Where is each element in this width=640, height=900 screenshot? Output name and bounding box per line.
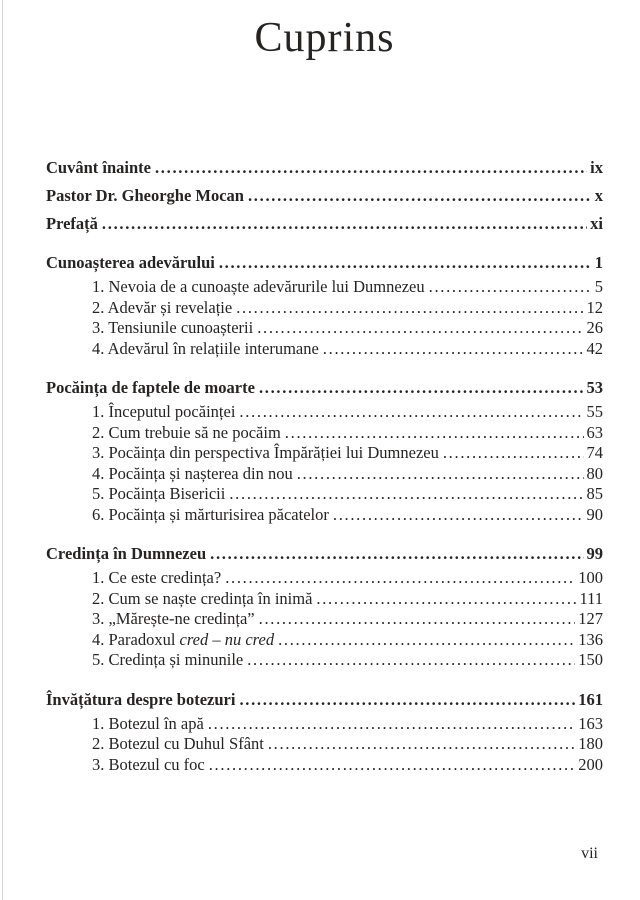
toc-entry <box>46 402 603 423</box>
dot-leader <box>210 543 583 564</box>
toc-entry-label: 1. Ce este credința? <box>92 568 222 587</box>
toc-entry <box>46 339 603 360</box>
toc-section <box>46 543 603 671</box>
toc-entry <box>46 630 603 651</box>
toc-entry <box>46 714 603 735</box>
toc-entry-label: 2. Cum se naște credința în inimă <box>92 588 313 608</box>
page-edge-line <box>2 0 3 900</box>
dot-leader <box>102 213 587 234</box>
toc-entry <box>46 185 603 206</box>
toc-entry-page: 100 <box>578 568 603 587</box>
toc-entry-label: 2. Botezul cu Duhul Sfânt <box>92 734 264 753</box>
toc-entry <box>46 213 603 234</box>
toc-entry-page: ix <box>590 158 603 177</box>
dot-leader <box>239 402 583 423</box>
toc-entry-label: 5. Pocăința Bisericii <box>92 484 226 503</box>
toc-entry-page: 26 <box>586 318 603 337</box>
dot-leader <box>229 484 583 505</box>
toc-entry <box>46 423 603 444</box>
toc-front-matter <box>46 157 603 234</box>
toc-entry-page: 200 <box>578 754 603 774</box>
toc-entry-page: x <box>594 186 603 205</box>
toc-entry <box>46 568 603 589</box>
toc-entry-page: 55 <box>586 402 603 421</box>
toc-entry-page: 127 <box>578 609 603 628</box>
toc-entry-label: 1. Începutul pocăinței <box>92 402 236 421</box>
toc-entry-page: 111 <box>579 588 603 608</box>
dot-leader <box>247 650 575 671</box>
dot-leader <box>155 157 587 178</box>
toc-entry <box>46 318 603 339</box>
toc-entry-label: 2. Adevăr și revelație <box>92 297 233 317</box>
table-of-contents <box>46 157 603 775</box>
toc-entry-page: 5 <box>594 277 603 296</box>
toc-entry-label: 4. Adevărul în relațiile interumane <box>92 338 319 358</box>
toc-section-title: Credința în Dumnezeu <box>46 544 207 563</box>
toc-section-title: Învățătura despre botezuri <box>46 689 236 709</box>
toc-section-header <box>46 689 603 710</box>
toc-entry-label: 1. Nevoia de a cunoaște adevărurile lui Dumnezeu <box>92 277 425 296</box>
toc-entry-label: 5. Credința și minunile <box>92 650 244 669</box>
dot-leader <box>236 298 583 319</box>
toc-entry-page: 163 <box>578 713 603 733</box>
toc-entry-page: 150 <box>578 650 603 669</box>
toc-entry-label: 3. Botezul cu foc <box>92 754 205 774</box>
toc-section-title: Pocăința de faptele de moarte <box>46 378 255 397</box>
toc-entry-label: Cuvânt înainte <box>46 158 151 177</box>
toc-entry <box>46 157 603 178</box>
dot-leader <box>316 589 576 610</box>
toc-section-items <box>46 402 603 525</box>
dot-leader <box>239 689 575 710</box>
dot-leader <box>248 185 592 206</box>
dot-leader <box>208 714 575 735</box>
toc-entry <box>46 298 603 319</box>
toc-entry-page: xi <box>590 214 603 233</box>
toc-section <box>46 252 603 359</box>
dot-leader <box>209 755 576 776</box>
toc-entry-label: 2. Cum trebuie să ne pocăim <box>92 422 281 442</box>
toc-entry <box>46 734 603 755</box>
toc-section-page: 1 <box>594 253 603 272</box>
toc-entry-label: Pastor Dr. Gheorghe Mocan <box>46 186 244 205</box>
toc-section-items <box>46 568 603 671</box>
dot-leader <box>225 568 575 589</box>
toc-entry <box>46 755 603 776</box>
toc-section-page: 53 <box>586 378 603 397</box>
page-title: Cuprins <box>254 15 395 61</box>
toc-entry-page: 90 <box>586 504 603 524</box>
toc-entry-label: 1. Botezul în apă <box>92 713 204 733</box>
dot-leader <box>219 252 592 273</box>
toc-entry <box>46 484 603 505</box>
dot-leader <box>257 318 583 339</box>
toc-section-items <box>46 714 603 776</box>
dot-leader <box>297 464 584 485</box>
dot-leader <box>259 377 584 398</box>
dot-leader <box>259 609 576 630</box>
toc-entry <box>46 609 603 630</box>
toc-section-items <box>46 277 603 359</box>
toc-entry-label: 3. Pocăința din perspectiva Împărăției lui Dumnezeu <box>92 443 439 462</box>
dot-leader <box>443 443 584 464</box>
toc-entry <box>46 589 603 610</box>
toc-entry <box>46 464 603 485</box>
toc-entry <box>46 277 603 298</box>
dot-leader <box>285 423 584 444</box>
toc-entry-label: Prefață <box>46 214 98 233</box>
toc-entry-page: 80 <box>586 463 603 483</box>
toc-entry-page: 74 <box>586 443 603 462</box>
toc-section-header <box>46 252 603 273</box>
dot-leader <box>429 277 592 298</box>
toc-section-title: Cunoașterea adevărului <box>46 253 215 272</box>
toc-entry-page: 85 <box>586 484 603 503</box>
toc-entry-page: 42 <box>586 338 603 358</box>
toc-section-header <box>46 377 603 398</box>
toc-entry-label: 4. Pocăința și nașterea din nou <box>92 463 293 483</box>
toc-section-header <box>46 543 603 564</box>
toc-entry-label-italic: cred – nu cred <box>179 629 275 649</box>
dot-leader <box>268 734 575 755</box>
toc-entry-page: 136 <box>578 629 603 649</box>
toc-entry-label: 3. Tensiunile cunoașterii <box>92 318 254 337</box>
toc-section-page: 99 <box>586 544 603 563</box>
folio-page-number: vii <box>581 845 598 862</box>
toc-entry <box>46 505 603 526</box>
dot-leader <box>278 630 575 651</box>
toc-entry <box>46 443 603 464</box>
toc-entry-page: 180 <box>578 734 603 753</box>
toc-section <box>46 689 603 776</box>
toc-entry-page: 12 <box>586 297 603 317</box>
dot-leader <box>333 505 584 526</box>
dot-leader <box>323 339 584 360</box>
toc-section-page: 161 <box>578 689 603 709</box>
toc-entry-label: 4. Paradoxul cred – nu cred <box>92 629 275 649</box>
toc-section <box>46 377 603 525</box>
toc-entry-label: 3. „Mărește-ne credința” <box>92 609 255 628</box>
toc-entry-page: 63 <box>586 422 603 442</box>
toc-entry <box>46 650 603 671</box>
toc-entry-label: 6. Pocăința și mărturisirea păcatelor <box>92 504 329 524</box>
